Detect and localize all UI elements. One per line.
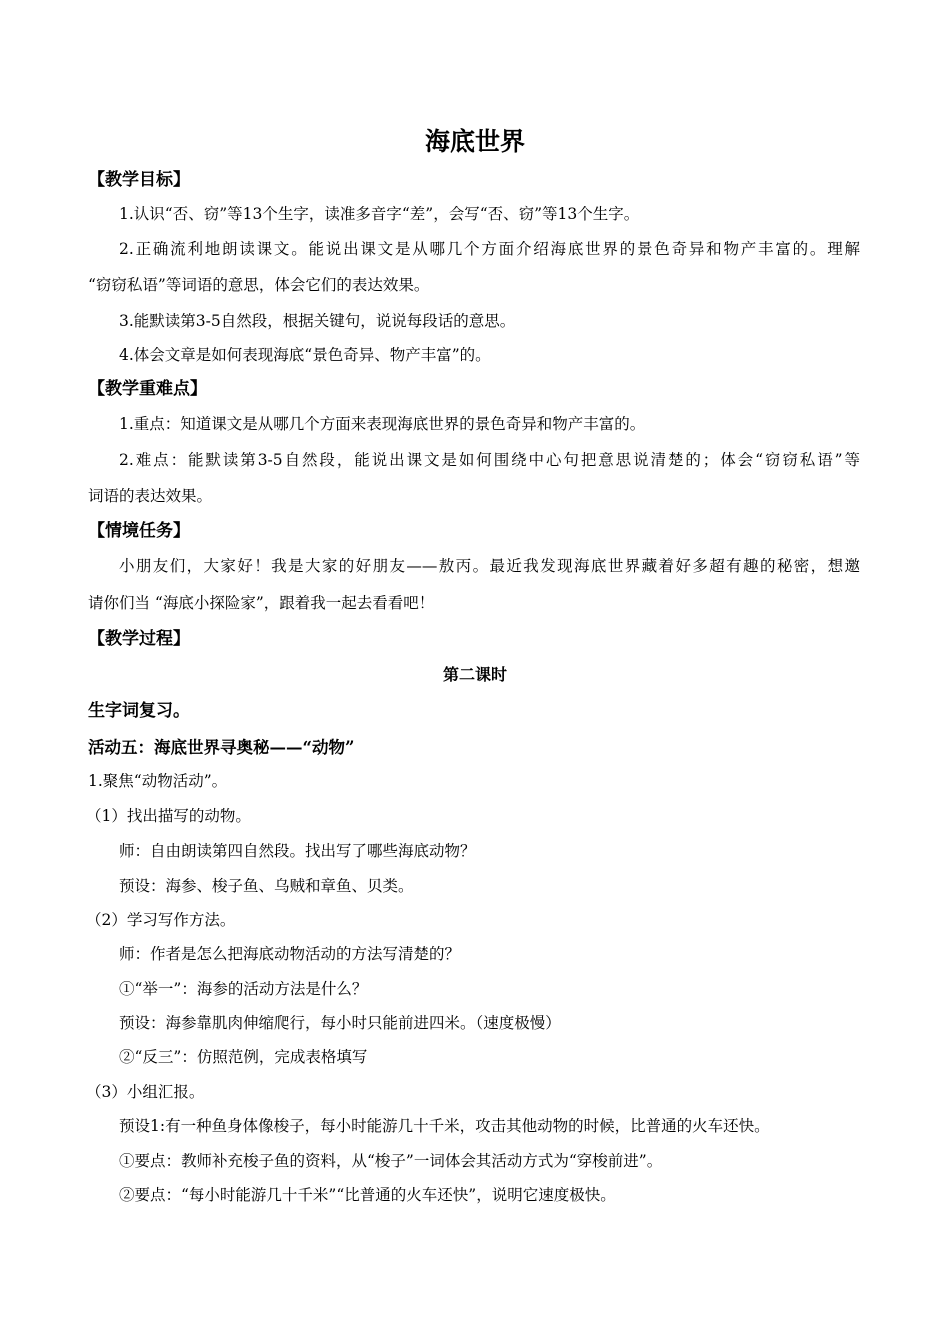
- step-2: （2）学习写作方法。: [86, 911, 236, 929]
- objective-item-4: 4.体会文章是如何表现海底“景色奇异、物产丰富”的。: [119, 346, 491, 364]
- step-2-teacher: 师：作者是怎么把海底动物活动的方法写清楚的？: [119, 945, 461, 963]
- activity-five-heading: 活动五：海底世界寻奥秘——“动物”: [88, 738, 355, 757]
- situation-para-line-1: 小朋友们，大家好！我是大家的好朋友——敖丙。最近我发现海底世界藏着好多超有趣的秘密，想邀: [119, 557, 860, 575]
- step-1: （1）找出描写的动物。: [86, 807, 251, 825]
- document-title: 海底世界: [424, 127, 525, 156]
- vocab-review: 生字词复习。: [88, 701, 190, 721]
- objective-item-2-line-2: “窃窃私语”等词语的意思，体会它们的表达效果。: [88, 276, 430, 294]
- objective-item-2-line-1: 2.正确流利地朗读课文。能说出课文是从哪几个方面介绍海底世界的景色奇异和物产丰富的。理解: [119, 240, 860, 258]
- step-2-practice: ②“反三”：仿照范例，完成表格填写: [119, 1048, 368, 1066]
- key-point-item-1: 1.重点：知道课文是从哪几个方面来表现海底世界的景色奇异和物产丰富的。: [119, 415, 646, 433]
- step-3-point-1: ①要点：教师补充梭子鱼的资料，从“梭子”一词体会其活动方式为“穿梭前进”。: [119, 1152, 663, 1170]
- key-point-item-2-line-1: 2.难点：能默读第3-5自然段，能说出课文是如何围绕中心句把意思说清楚的；体会“窃窃私语”等: [119, 451, 860, 469]
- focus-animal-activity: 1.聚焦“动物活动”。: [88, 772, 228, 790]
- objectives-heading: 【教学目标】: [88, 170, 190, 190]
- step-3-preset: 预设1:有一种鱼身体像梭子，每小时能游几十千米，攻击其他动物的时候，比普通的火车还快。: [119, 1117, 770, 1135]
- situation-heading: 【情境任务】: [88, 521, 190, 541]
- step-1-preset: 预设：海参、梭子鱼、乌贼和章鱼、贝类。: [119, 877, 414, 895]
- step-3-point-2: ②要点：“每小时能游几十千米”“比普通的火车还快”，说明它速度极快。: [119, 1186, 616, 1204]
- key-points-heading: 【教学重难点】: [88, 379, 207, 399]
- objective-item-1: 1.认识“否、窃”等13个生字，读准多音字“差”，会写“否、窃”等13个生字。: [119, 205, 640, 223]
- step-1-teacher: 师：自由朗读第四自然段。找出写了哪些海底动物？: [119, 842, 476, 860]
- step-3: （3）小组汇报。: [86, 1083, 205, 1101]
- step-2-example: ①“举一”：海参的活动方法是什么？: [119, 980, 368, 998]
- process-heading: 【教学过程】: [88, 629, 190, 649]
- key-point-item-2-line-2: 词语的表达效果。: [88, 487, 213, 505]
- objective-item-3: 3.能默读第3-5自然段，根据关键句，说说每段话的意思。: [119, 312, 516, 330]
- lesson-subheading: 第二课时: [442, 665, 507, 684]
- situation-para-line-2: 请你们当 “海底小探险家”，跟着我一起去看看吧！: [88, 594, 435, 612]
- step-2-preset: 预设：海参靠肌肉伸缩爬行，每小时只能前进四米。（速度极慢）: [119, 1014, 561, 1032]
